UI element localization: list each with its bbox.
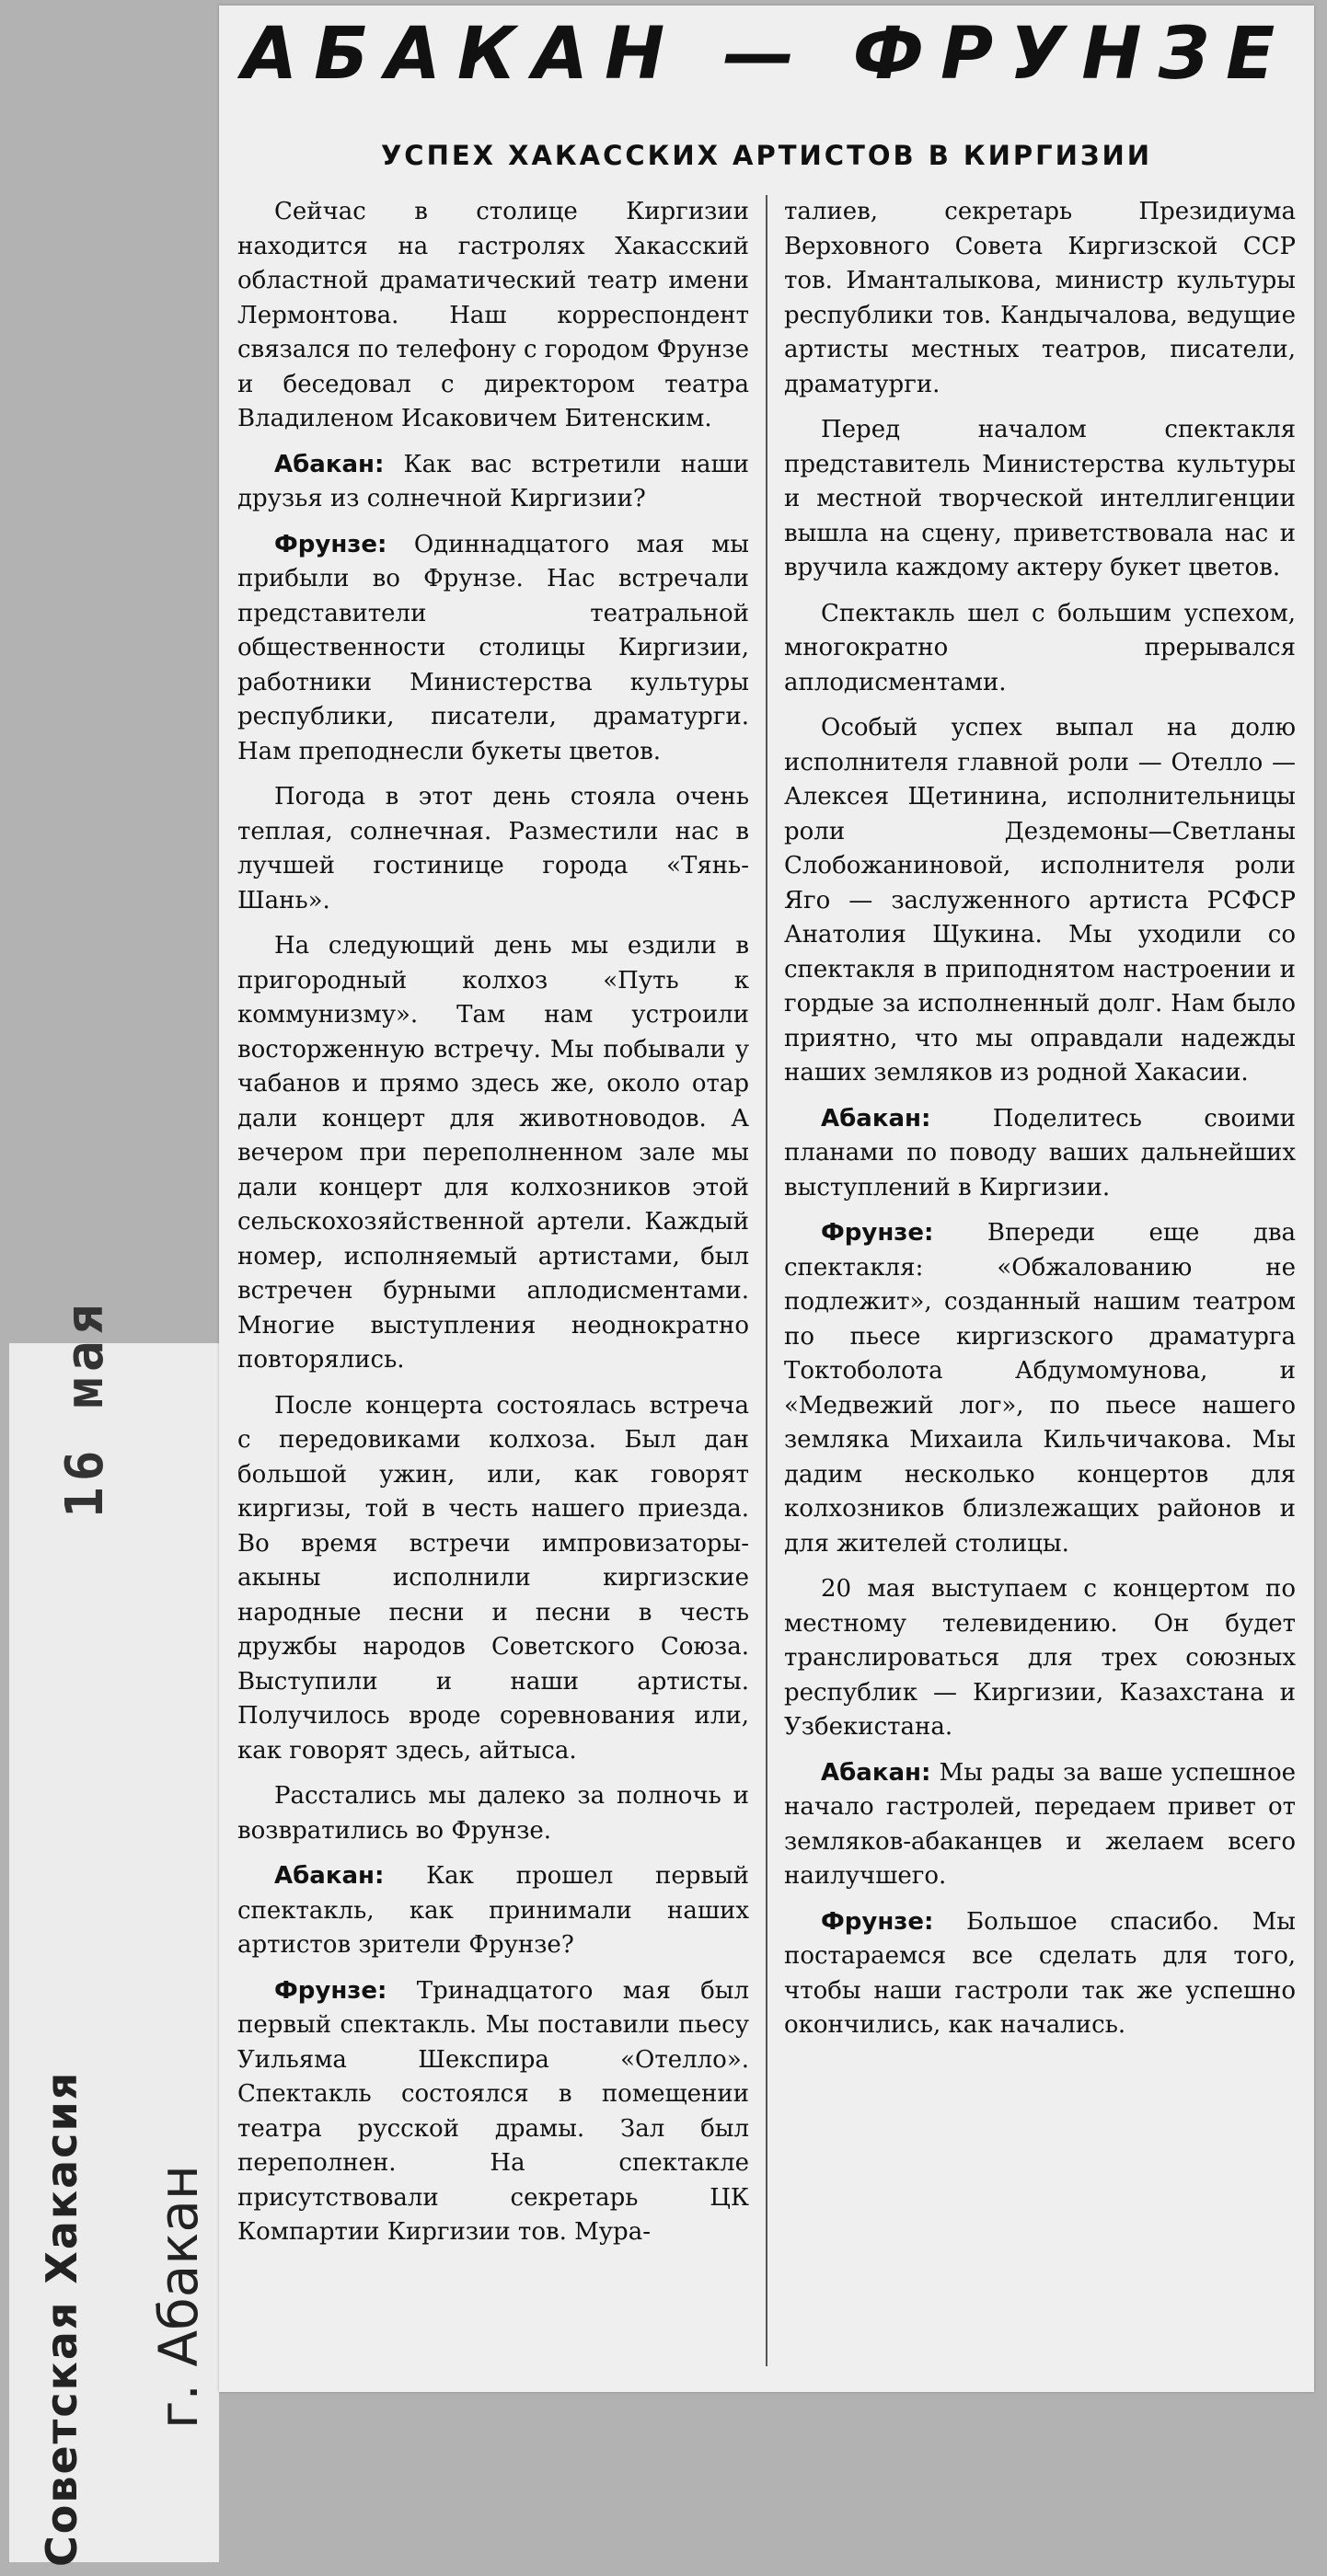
paragraph-text: Спектакль шел с большим успехом, многократно прерывался аплодисментами. — [784, 599, 1296, 696]
article-paragraph — [784, 1572, 1296, 1745]
paragraph-text: Одиннадцатого мая мы прибыли во Фрунзе. Нас встречали представители театральной общественности столицы Киргизии, работники Министерства культуры республики, писатели, драматурги. Нам преподнесли букеты цветов. — [237, 530, 750, 765]
speaker-label: Фрунзе: — [821, 1219, 934, 1247]
date-stamp: 16 мая — [55, 1298, 115, 1518]
paragraph-text: Поделитесь своими планами по поводу ваших дальнейших выступлений в Киргизии. — [784, 1104, 1296, 1202]
article-paragraph — [237, 780, 749, 918]
paragraph-text: Впереди еще два спектакля: «Обжалованию не подлежит», созданный нашим театром по пьесе киргизского драматурга Токтоболота Абдумомунова, и «Медвежий лог», по пьесе нашего земляка Михаила Кильчичакова. Мы дадим несколько концертов для колхозников близлежащих районов и для жителей столицы. — [784, 1219, 1296, 1558]
article-paragraph — [237, 1389, 749, 1769]
paragraph-text: Особый успех выпал на долю исполнителя главной роли — Отелло — Алексея Щетинина, исполнительницы роли Дездемоны—Светланы Слобожаниновой, исполнителя роли Яго — заслуженного артиста РСФСР Анатолия Щукина. Мы уходили со спектакля в приподнятом настроении и гордые за исполненный долг. Нам было приятно, что мы оправдали надежды наших земляков из родной Хакасии. — [784, 714, 1296, 1087]
headline: АБАКАН — ФРУНЗЕ — [241, 13, 1292, 96]
column-divider — [766, 195, 767, 2366]
article-paragraph — [784, 597, 1296, 701]
article-paragraph — [784, 1102, 1296, 1206]
paragraph-text: Сейчас в столице Киргизии находится на гастролях Хакасский областной драматический театр имени Лермонтова. Наш корреспондент связался по телефону с городом Фрунзе и беседовал с директором театра Владиленом Исаковичем Битенским. — [237, 198, 749, 432]
speaker-label: Абакан: — [274, 450, 385, 478]
paragraph-text: 20 мая выступаем с концертом по местному телевидению. Он будет транслироваться для трех союзных республик — Киргизии, Казахстана и Узбекистана. — [784, 1575, 1296, 1741]
paragraph-text: талиев, секретарь Президиума Верховного Совета Киргизской ССР тов. Иманталыкова, министр культуры республики тов. Кандычалова, ведущие артисты местных театров, писатели, драматурги. — [784, 198, 1296, 398]
speaker-label: Фрунзе: — [274, 530, 387, 558]
speaker-label: Абакан: — [274, 1862, 385, 1890]
article-paragraph — [237, 1859, 749, 1963]
article-paragraph — [784, 413, 1296, 586]
article-paragraph — [784, 1216, 1296, 1561]
article-paragraph — [784, 1905, 1296, 2043]
paragraph-text: Перед началом спектакля представитель Министерства культуры и местной творческой интеллигенции вышла на сцену, приветствовала нас и вручила каждому актеру букет цветов. — [784, 416, 1296, 581]
paragraph-text: Мы рады за ваше успешное начало гастролей, передаем привет от земляков-абаканцев и желаем всего наилучшего. — [784, 1758, 1297, 1890]
article-paragraph — [784, 711, 1296, 1091]
article-paragraph — [784, 195, 1296, 402]
subheadline: УСПЕХ ХАКАССКИХ АРТИСТОВ В КИРГИЗИИ — [380, 140, 1153, 171]
article-column-left — [237, 195, 749, 2261]
paragraph-text: На следующий день мы ездили в пригородный колхоз «Путь к коммунизму». Там нам устроили восторженную встречу. Мы побывали у чабанов и прямо здесь же, около отар дали концерт для животноводов. А вечером при переполненном зале мы дали концерт для колхозников этой сельскохозяйственной артели. Каждый номер, исполняемый артистами, был встречен бурными аплодисментами. Многие выступления неоднократно повторялись. — [237, 932, 749, 1374]
paragraph-text: Тринадцатого мая был первый спектакль. Мы поставили пьесу Уильяма Шекспира «Отелло». Спектакль состоялся в помещении театра русской драмы. Зал был переполнен. На спектакле присутствовали секретарь ЦК Компартии Киргизии тов. Мура- — [237, 1976, 749, 2246]
article-paragraph — [237, 1779, 749, 1848]
newspaper-source-label: Советская Хакасия — [37, 2070, 87, 2567]
speaker-label: Фрунзе: — [274, 1976, 387, 2005]
speaker-label: Фрунзе: — [821, 1907, 934, 1936]
article-paragraph — [237, 1974, 749, 2250]
paragraph-text: Как вас встретили наши друзья из солнечной Киргизии? — [237, 450, 749, 512]
city-label: г. Абакан — [147, 2165, 210, 2429]
article-paragraph — [237, 448, 749, 517]
paragraph-text: Большое спасибо. Мы постараемся все сделать для того, чтобы наши гастроли так же успешно окончились, как начались. — [784, 1907, 1296, 2039]
article-paragraph — [237, 195, 749, 437]
article-column-right — [784, 195, 1296, 2054]
paragraph-text: Как прошел первый спектакль, как принимали наших артистов зрители Фрунзе? — [237, 1862, 750, 1959]
paragraph-text: Погода в этот день стояла очень теплая, солнечная. Разместили нас в лучшей гостинице города «Тянь-Шань». — [237, 783, 749, 914]
paragraph-text: Расстались мы далеко за полночь и возвратились во Фрунзе. — [237, 1782, 749, 1845]
speaker-label: Абакан: — [821, 1104, 931, 1133]
article-paragraph — [237, 528, 749, 770]
article-paragraph — [784, 1756, 1296, 1894]
article-paragraph — [237, 929, 749, 1378]
paragraph-text: После концерта состоялась встреча с передовиками колхоза. Был дан большой ужин, или, как говорят киргизы, той в честь нашего приезда. Во время встречи импровизаторы-акыны исполнили киргизские народные песни и песни в честь дружбы народов Советского Союза. Выступили и наши артисты. Получилось вроде соревнования или, как говорят здесь, айтыса. — [237, 1391, 749, 1765]
speaker-label: Абакан: — [821, 1758, 931, 1787]
